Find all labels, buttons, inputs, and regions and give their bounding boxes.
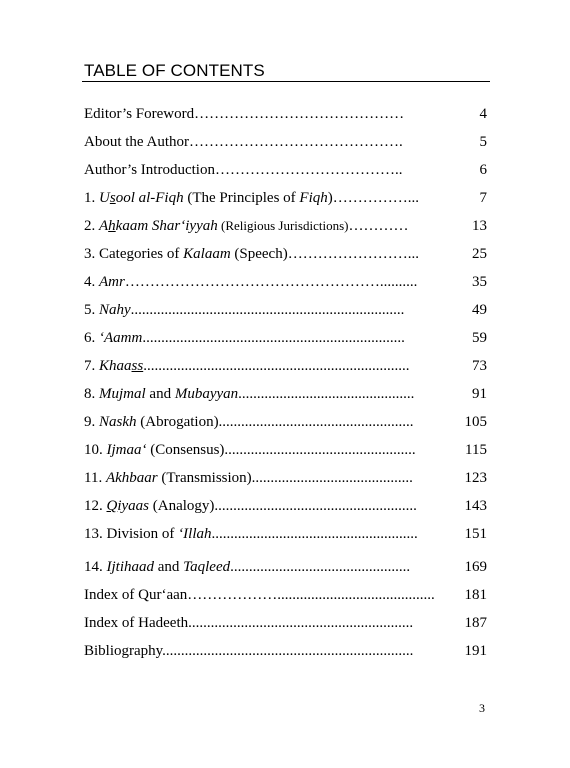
toc-title-segment: ....................................................................... — [143, 358, 410, 374]
toc-title-segment: ...................................................................... — [142, 330, 405, 346]
toc-title-segment: )……………... — [327, 190, 420, 206]
toc-title-segment: (Religious Jurisdictions) — [217, 218, 349, 233]
toc-entry — [84, 496, 487, 516]
toc-title-segment: 8. — [84, 386, 99, 402]
toc-entry — [84, 160, 487, 180]
toc-entry-title — [84, 244, 448, 264]
toc-title-segment: 13. Division of — [84, 526, 179, 542]
toc-title-segment: ………… — [348, 218, 409, 234]
toc-entry-page: 191 — [464, 643, 487, 659]
toc-entry — [84, 132, 487, 152]
toc-title-segment: 2. — [84, 218, 99, 234]
toc-title-segment: Ijtihaad — [106, 559, 154, 575]
toc-entry — [84, 328, 487, 348]
toc-entry-title — [84, 356, 448, 376]
toc-title-segment: Khaa — [99, 358, 132, 374]
toc-entry-title — [84, 328, 448, 348]
toc-entry — [84, 412, 487, 432]
toc-entry-title — [84, 412, 448, 432]
toc-title-segment: About the Author……………………………………. — [84, 134, 403, 150]
toc-title-segment: Ijmaa‘ — [106, 442, 147, 458]
toc-title-segment: ................................................ — [230, 559, 411, 575]
toc-title-segment: Index of Qur‘aan……………….......................................... — [84, 587, 435, 603]
toc-title-segment: s — [109, 190, 116, 206]
toc-entry — [84, 384, 487, 404]
toc-title-segment: ‘Aamm — [99, 330, 143, 346]
toc-title-segment: h — [108, 218, 116, 234]
toc-title-segment: 5. — [84, 302, 99, 318]
toc-entry-page: 13 — [472, 218, 487, 234]
toc-title-segment: ss — [131, 358, 144, 374]
toc-title-segment: Akhbaar — [105, 470, 158, 486]
toc-entry-page: 35 — [472, 274, 487, 290]
toc-entry-page: 187 — [464, 615, 487, 631]
toc-title-segment: Taqleed — [183, 559, 231, 575]
toc-title-segment: ‘Illah — [178, 526, 212, 542]
toc-entry-page: 49 — [472, 302, 487, 318]
page-number: 3 — [479, 701, 485, 715]
toc-entry-title — [84, 216, 448, 236]
toc-entry-page: 181 — [464, 587, 487, 603]
toc-title-segment: Q — [106, 498, 118, 514]
toc-entry-page: 4 — [479, 106, 487, 122]
toc-title-segment: ......................................................................... — [130, 302, 405, 318]
toc-title-segment: (The Principles of — [183, 190, 300, 206]
toc-entry-page: 59 — [472, 330, 487, 346]
toc-entry-title — [84, 524, 448, 544]
toc-title-segment: kaam Shar‘iyyah — [115, 218, 218, 234]
toc-entry-title — [84, 272, 448, 292]
toc-title-segment: 12. — [84, 498, 107, 514]
toc-entry-title — [84, 613, 448, 633]
toc-entry-page: 5 — [479, 134, 487, 150]
toc-entry-page: 115 — [465, 442, 487, 458]
toc-entry — [84, 104, 487, 124]
toc-title-segment: 9. — [84, 414, 99, 430]
toc-title-segment: (Speech)……………………... — [230, 246, 419, 262]
toc-entry-title — [84, 557, 448, 577]
toc-entry-page: 6 — [479, 162, 487, 178]
toc-entry-page: 169 — [464, 559, 487, 575]
toc-title-segment: Bibliography................................................................... — [84, 643, 414, 659]
toc-entry — [84, 613, 487, 633]
toc-title-segment: U — [99, 190, 110, 206]
toc-entry — [84, 585, 487, 605]
toc-entry-page: 123 — [464, 470, 487, 486]
toc-title-segment: (Transmission)........................................... — [157, 470, 413, 486]
toc-title-segment: 11. — [84, 470, 106, 486]
toc-title-segment: Mujmal — [99, 386, 146, 402]
toc-title-segment: ....................................................... — [211, 526, 418, 542]
toc-title-segment: ool al-Fiqh — [115, 190, 184, 206]
toc-entry-title — [84, 160, 448, 180]
toc-entry-title — [84, 300, 448, 320]
toc-title-segment: and — [154, 559, 184, 575]
toc-title-segment: …………………………………………….......... — [124, 274, 418, 290]
toc-title-segment: 6. — [84, 330, 99, 346]
toc-entry-title — [84, 440, 448, 460]
toc-title-segment: 3. Categories of — [84, 246, 184, 262]
toc-title-segment: Nahy — [99, 302, 131, 318]
toc-title-segment: 10. — [84, 442, 107, 458]
toc-title-segment: 4. — [84, 274, 99, 290]
toc-title-segment: Mubayyan — [174, 386, 239, 402]
toc-entry-title — [84, 496, 448, 516]
toc-title-segment: iyaas — [117, 498, 150, 514]
toc-title-segment: 1. — [84, 190, 99, 206]
toc-entry — [84, 300, 487, 320]
heading-divider — [82, 81, 490, 82]
toc-entry — [84, 641, 487, 661]
toc-entry-title — [84, 585, 448, 605]
toc-entry-title — [84, 104, 448, 124]
toc-title-segment: (Abrogation).................................................... — [136, 414, 414, 430]
toc-entry-page: 73 — [472, 358, 487, 374]
toc-title-segment: (Analogy)...................................................... — [149, 498, 417, 514]
toc-title-segment: Editor’s Foreword…………………………………… — [84, 106, 405, 122]
toc-title-segment: and — [145, 386, 175, 402]
toc-entry — [84, 557, 487, 577]
toc-title-segment: Amr — [99, 274, 125, 290]
toc-entry — [84, 216, 487, 236]
toc-entry — [84, 356, 487, 376]
toc-entry — [84, 440, 487, 460]
toc-entry — [84, 272, 487, 292]
toc-entry-page: 105 — [464, 414, 487, 430]
toc-entry-title — [84, 132, 448, 152]
toc-entry-page: 91 — [472, 386, 487, 402]
toc-title-segment: 14. — [84, 559, 107, 575]
page-heading: TABLE OF CONTENTS — [84, 61, 265, 80]
toc-title-segment: A — [99, 218, 109, 234]
toc-title-segment: Author’s Introduction……………………………….. — [84, 162, 403, 178]
toc-title-segment: Fiqh — [299, 190, 328, 206]
toc-entry-title — [84, 468, 448, 488]
toc-entry-page: 151 — [464, 526, 487, 542]
toc-title-segment: ............................................... — [238, 386, 415, 402]
toc-entry-title — [84, 641, 448, 661]
toc-entry-page: 7 — [479, 190, 487, 206]
toc-title-segment: 7. — [84, 358, 99, 374]
toc-entry-page: 25 — [472, 246, 487, 262]
toc-title-segment: Index of Hadeeth............................................................ — [84, 615, 414, 631]
toc-title-segment: (Consensus)................................................... — [146, 442, 416, 458]
toc-entry — [84, 244, 487, 264]
toc-title-segment: Naskh — [99, 414, 137, 430]
toc-entry — [84, 524, 487, 544]
toc-entry-title — [84, 384, 448, 404]
toc-title-segment: Kalaam — [183, 246, 231, 262]
toc-entry-page: 143 — [464, 498, 487, 514]
toc-entry — [84, 188, 487, 208]
toc-entry-title — [84, 188, 448, 208]
toc-entry — [84, 468, 487, 488]
